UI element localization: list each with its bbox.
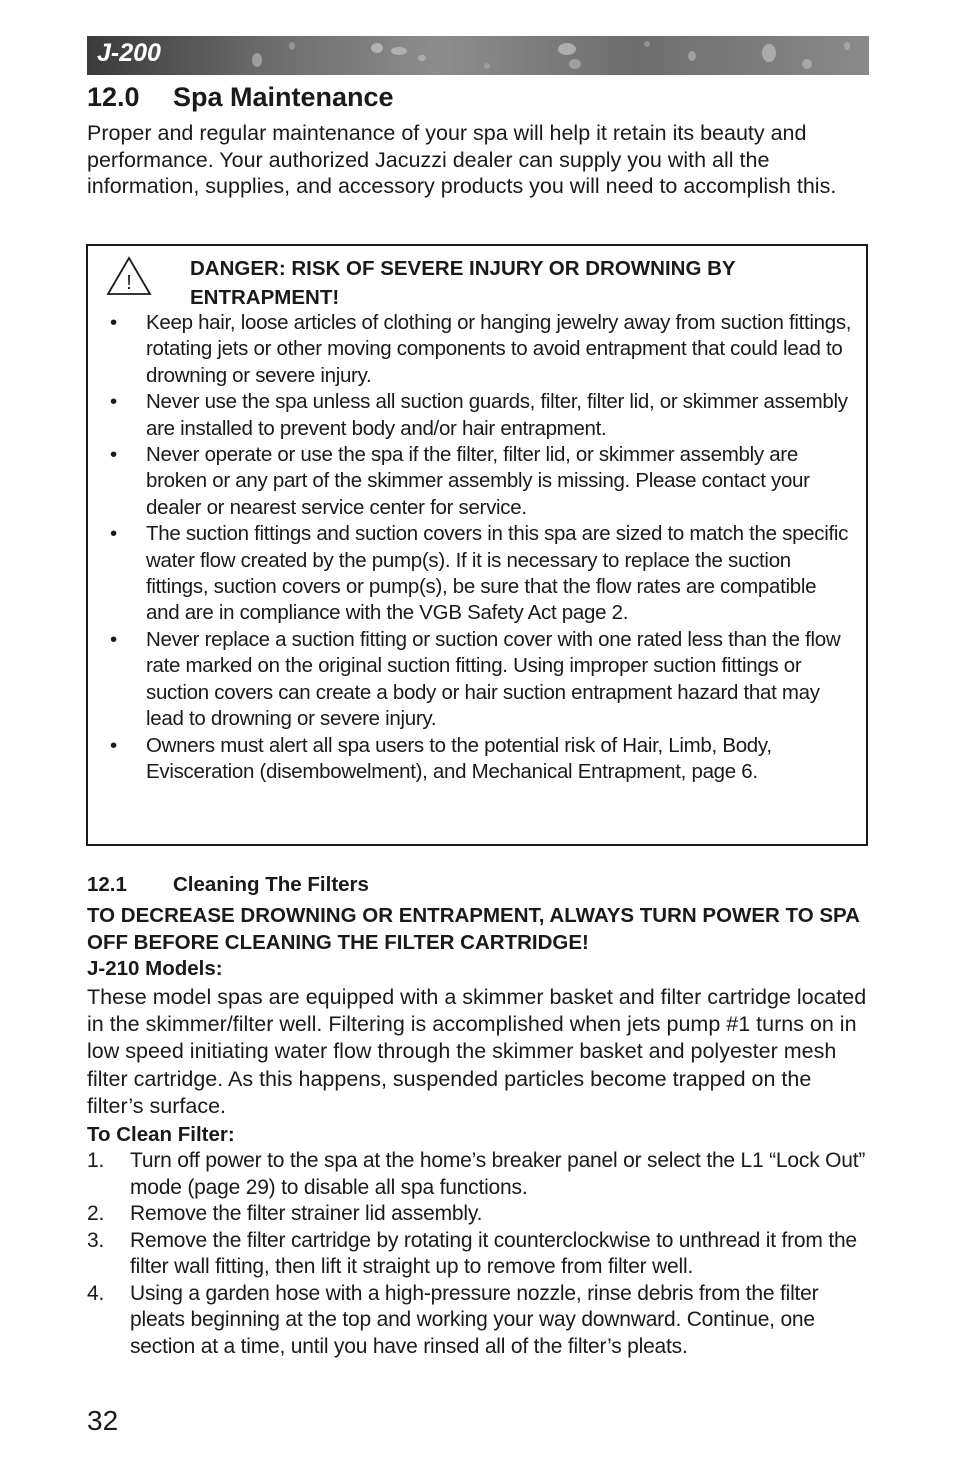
bullet: • <box>110 443 117 467</box>
step-number: 2. <box>87 1202 105 1225</box>
subsection-number: 12.1 <box>87 873 127 896</box>
models-heading: J-210 Models: <box>87 957 223 980</box>
list-item <box>87 1281 867 1361</box>
page-number: 32 <box>87 1405 119 1436</box>
cleaning-steps-list <box>87 1148 867 1360</box>
step-number: 4. <box>87 1281 105 1305</box>
section-title: Spa Maintenance <box>173 82 394 112</box>
bullet-text: Never operate or use the spa if the filter, filter lid, or skimmer assembly are broken or any part of the skimmer assembly is missing. Please contact your dealer or nearest service center for service. <box>146 443 810 519</box>
list-item <box>88 733 866 786</box>
bullet-text: The suction fittings and suction covers in this spa are sized to match the specific water flow created by the pump(s). If it is necessary to replace the suction fittings, suction covers or pump(s), be sure that the flow rates are compatible and are in compliance with the VGB Safety Act page 2. <box>146 522 849 625</box>
danger-warning-box <box>86 244 868 846</box>
step-text: Remove the filter cartridge by rotating it counterclockwise to unthread it from the filter wall fitting, then lift it straight up to remove from filter well. <box>130 1228 857 1278</box>
bullet: • <box>110 522 117 546</box>
clean-filter-heading: To Clean Filter: <box>87 1123 235 1146</box>
water-droplets-decoration <box>87 36 869 75</box>
warning-triangle-icon <box>106 256 152 296</box>
bullet-text: Never use the spa unless all suction guards, filter, filter lid, or skimmer assembly are installed to prevent body and/or hair entrapment. <box>146 390 848 440</box>
header-bar <box>87 36 869 75</box>
bullet-text: Owners must alert all spa users to the potential risk of Hair, Limb, Body, Evisceration (disembowelment), and Mechanical Entrapment, page 6. <box>146 733 772 783</box>
section-number: 12.0 <box>87 82 140 112</box>
list-item <box>87 1148 867 1201</box>
list-item <box>88 521 866 627</box>
bullet-text: Keep hair, loose articles of clothing or hanging jewelry away from suction fittings, rotating jets or other moving components to avoid entrapment that could lead to drowning or severe injury. <box>146 311 852 387</box>
list-item <box>87 1228 867 1281</box>
bullet-text: Never replace a suction fitting or suction cover with one rated less than the flow rate marked on the original suction fitting. Using improper suction fittings or suction covers can create a body or hair suction entrapment hazard that may lead to drowning or severe injury. <box>146 627 841 731</box>
models-paragraph: These model spas are equipped with a skimmer basket and filter cartridge located in the skimmer/filter well. Filtering is accomplished when jets pump #1 turns on in low speed initiating water flow through the skimmer basket and polyester mesh filter cartridge. As this happens, suspended particles become trapped on the filter’s surface. <box>87 985 867 1118</box>
list-item <box>87 1201 867 1228</box>
subsection-heading <box>87 873 369 897</box>
section-heading <box>87 82 394 113</box>
list-item <box>88 442 866 521</box>
danger-bullet-list <box>88 310 866 785</box>
bullet: • <box>110 733 117 757</box>
intro-paragraph: Proper and regular maintenance of your spa will help it retain its beauty and performance. Your authorized Jacuzzi dealer can supply you with all the information, supplies, and accessory products you will need to accomplish this. <box>87 121 837 198</box>
bullet: • <box>110 627 117 651</box>
step-text: Turn off power to the spa at the home’s breaker panel or select the L1 “Lock Out” mode (page 29) to disable all spa functions. <box>130 1149 866 1199</box>
list-item <box>88 627 866 733</box>
subsection-title: Cleaning The Filters <box>173 873 369 896</box>
caution-notice: TO DECREASE DROWNING OR ENTRAPMENT, ALWAYS TURN POWER TO SPA OFF BEFORE CLEANING THE FILTER CARTRIDGE! <box>87 904 860 954</box>
step-number: 3. <box>87 1228 105 1252</box>
bullet: • <box>110 311 117 334</box>
step-text: Remove the filter strainer lid assembly. <box>130 1202 483 1225</box>
step-text: Using a garden hose with a high-pressure nozzle, rinse debris from the filter pleats beginning at the top and working your way downward. Continue, one section at a time, until you have rinsed all of the filter’s pleats. <box>130 1281 819 1358</box>
header-title: J-200 <box>97 39 161 67</box>
warning-symbol: ! <box>126 272 132 294</box>
bullet: • <box>110 390 117 414</box>
danger-title: DANGER: RISK OF SEVERE INJURY OR DROWNING BY ENTRAPMENT! <box>190 257 736 309</box>
list-item <box>88 310 866 389</box>
list-item <box>88 389 866 442</box>
step-number: 1. <box>87 1149 105 1172</box>
